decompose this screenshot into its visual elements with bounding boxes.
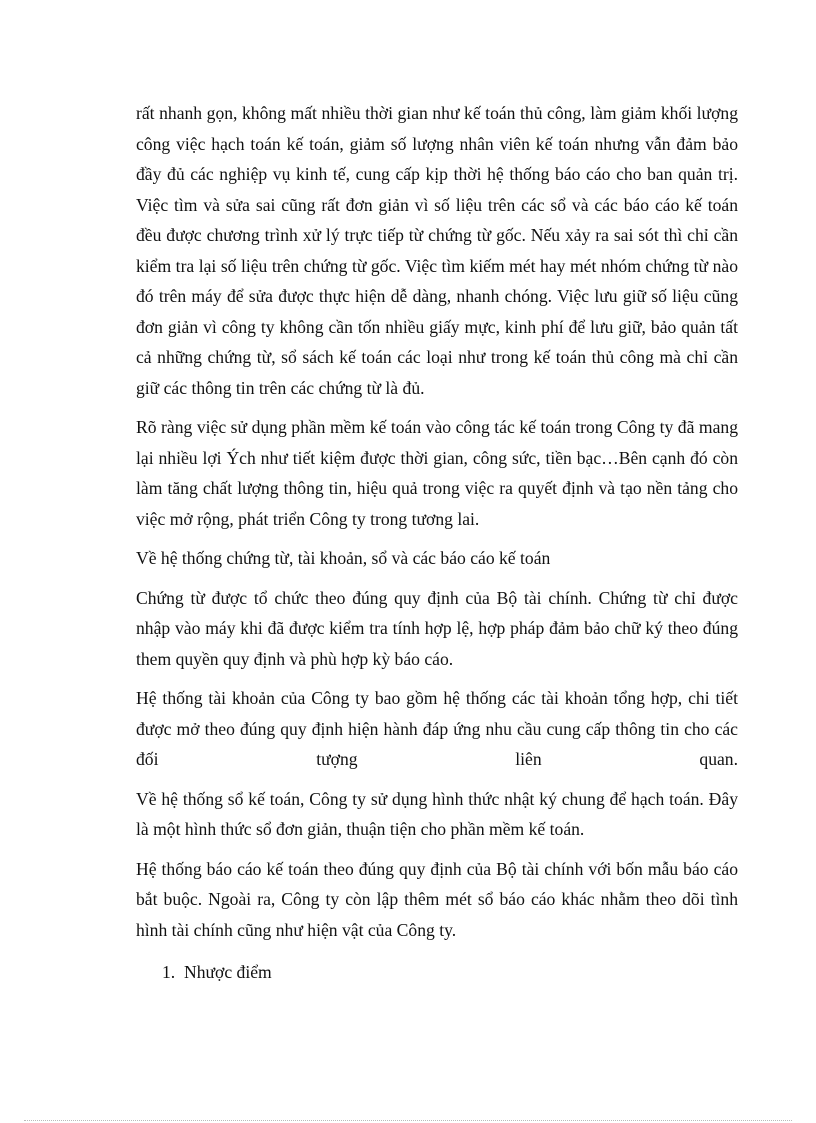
- page-bottom-divider: [24, 1120, 792, 1121]
- list-item-weaknesses: [162, 957, 738, 988]
- list-number: 1.: [162, 962, 176, 982]
- paragraph-reports: Hệ thống báo cáo kế toán theo đúng quy định của Bộ tài chính với bốn mẫu báo cáo bắt buộc. Ngoài ra, Công ty còn lập thêm mét sổ báo cáo khác nhằm theo dõi tình hình tài chính cũng như hiện vật của Công ty.: [136, 858, 738, 940]
- paragraph-ledgers: Về hệ thống sổ kế toán, Công ty sử dụng hình thức nhật ký chung để hạch toán. Đây là một hình thức sổ đơn giản, thuận tiện cho phần mềm kế toán.: [136, 788, 738, 839]
- document-page: [136, 98, 738, 988]
- list-item-label: Nhược điểm: [184, 962, 272, 982]
- paragraph-conclusion: Rõ ràng việc sử dụng phần mềm kế toán vào công tác kế toán trong Công ty đã mang lại nhiều lợi Ých như tiết kiệm được thời gian, công sức, tiền bạc…Bên cạnh đó còn làm tăng chất lượng thông tin, hiệu quả trong việc ra quyết định và tạo nền tảng cho việc mở rộng, phát triển Công ty trong tương lai.: [136, 417, 738, 529]
- section-heading: Về hệ thống chứng từ, tài khoản, sổ và các báo cáo kế toán: [136, 548, 551, 568]
- paragraph-vouchers: Chứng từ được tổ chức theo đúng quy định của Bộ tài chính. Chứng từ chỉ được nhập vào máy khi đã được kiểm tra tính hợp lệ, hợp pháp đảm bảo chữ ký theo đúng them quyền quy định và phù hợp kỳ báo cáo.: [136, 587, 738, 669]
- paragraph-accounts: Hệ thống tài khoản của Công ty bao gồm hệ thống các tài khoản tổng hợp, chi tiết được mở theo đúng quy định hiện hành đáp ứng nhu cầu cung cấp thông tin cho các đối tượng liên quan.: [136, 688, 738, 769]
- paragraph-software-benefits: rất nhanh gọn, không mất nhiều thời gian như kế toán thủ công, làm giảm khối lượng công việc hạch toán kế toán, giảm số lượng nhân viên kế toán nhưng vẫn đảm bảo đầy đủ các nghiệp vụ kinh tế, cung cấp kịp thời hệ thống báo cáo cho ban quản trị. Việc tìm và sửa sai cũng rất đơn giản vì số liệu trên các sổ và các báo cáo kế toán đều được chương trình xử lý trực tiếp từ chứng từ gốc. Nếu xảy ra sai sót thì chỉ cần kiểm tra lại số liệu trên chứng từ gốc. Việc tìm kiếm mét hay mét nhóm chứng từ nào đó trên máy để sửa được thực hiện dễ dàng, nhanh chóng. Việc lưu giữ số liệu cũng đơn giản vì công ty không cần tốn nhiều giấy mực, kinh phí để lưu giữ, bảo quản tất cả những chứng từ, sổ sách kế toán các loại như trong kế toán thủ công mà chỉ cần giữ các thông tin trên các chứng từ là đủ.: [136, 103, 738, 398]
